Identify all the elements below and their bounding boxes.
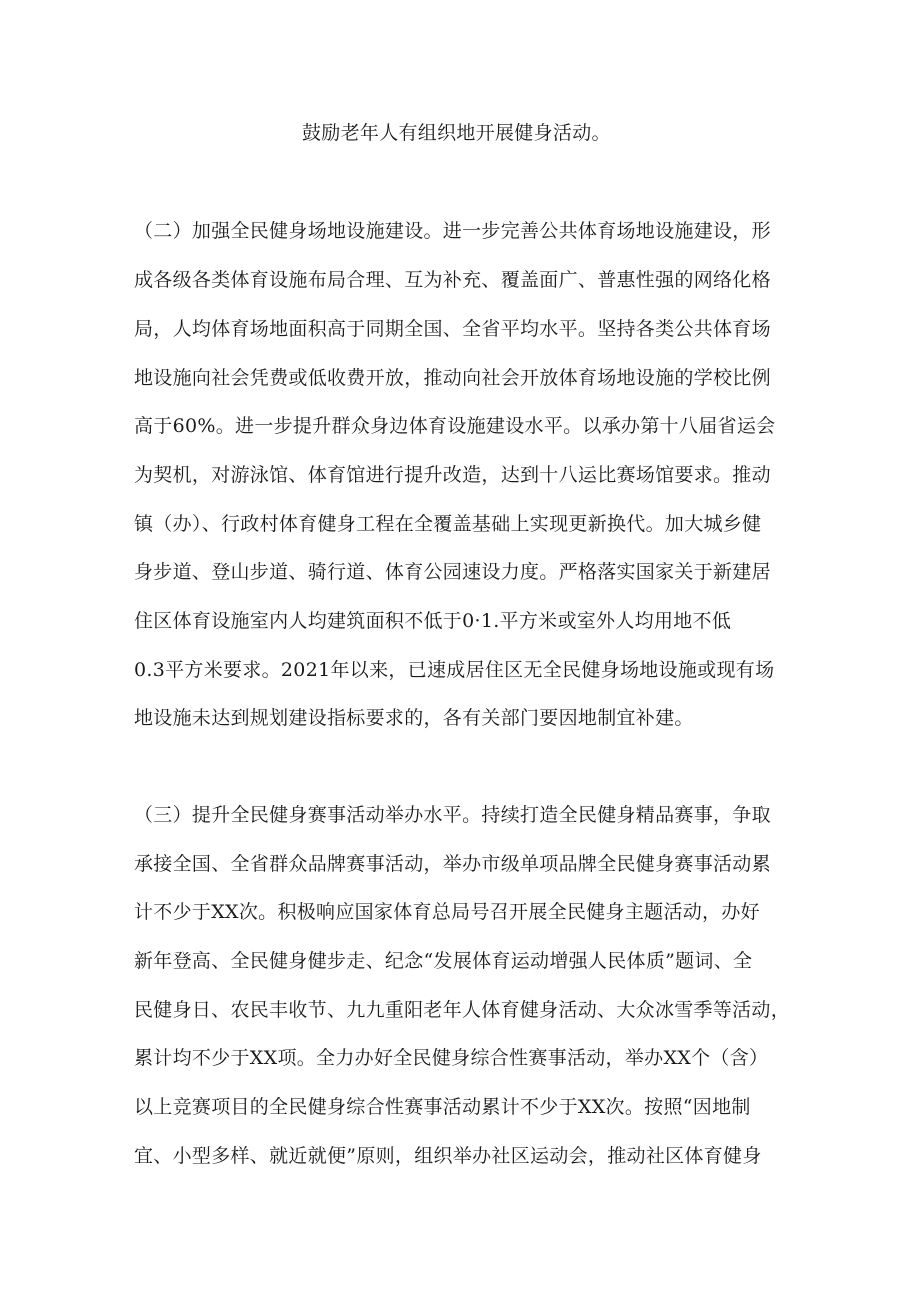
- text-line: 承接全国、全省群众品牌赛事活动，举办市级单项品牌全民健身赛事活动累: [134, 853, 771, 875]
- paragraph-2-line-3: [0, 309, 920, 349]
- text-line: 地设施向社会凭费或低收费开放，推动向社会开放体育场地设施的学校比例: [134, 367, 771, 389]
- paragraph-2-line-1: [0, 211, 920, 251]
- paragraph-2-line-10: [0, 650, 920, 690]
- paragraph-3-line-4: [0, 941, 920, 981]
- paragraph-2-line-4: [0, 358, 920, 398]
- text-line: 0.3平方米要求。2021年以来，已速成居住区无全民健身场地设施或现有场: [134, 659, 775, 681]
- text-line: 计不少于XX次。积极响应国家体育总局号召开展全民健身主题活动，办好: [134, 901, 760, 923]
- paragraph-2-line-8: [0, 552, 920, 592]
- text-line: 累计均不少于XX项。全力办好全民健身综合性赛事活动，举办XX个（含）: [134, 1047, 769, 1069]
- text-line: 新年登高、全民健身健步走、纪念“发展体育运动增强人民体质”题词、全: [134, 950, 753, 972]
- text-line: 鼓励老年人有组织地开展健身活动。: [302, 122, 611, 144]
- paragraph-2-line-11: [0, 698, 920, 738]
- paragraph-2-line-7: [0, 504, 920, 544]
- text-line: 地设施未达到规划建设指标要求的，各有关部门要因地制宜补建。: [134, 707, 694, 729]
- text-line: （三）提升全民健身赛事活动举办水平。持续打造全民健身精品赛事，争取: [134, 804, 771, 826]
- text-line: 身步道、登山步道、骑行道、体育公园速设力度。严格落实国家关于新建居: [134, 561, 771, 583]
- paragraph-2-line-6: [0, 455, 920, 495]
- paragraph-3-line-8: [0, 1136, 920, 1176]
- text-line: 高于60%。进一步提升群众身边体育设施建设水平。以承办第十八届省运会: [134, 415, 776, 437]
- text-line: 住区体育设施室内人均建筑面积不低于0·1.平方米或室外人均用地不低: [134, 610, 732, 632]
- text-line: 宜、小型多样、就近就便”原则，组织举办社区运动会，推动社区体育健身: [134, 1145, 762, 1167]
- text-line: 以上竞赛项目的全民健身综合性赛事活动累计不少于XX次。按照“因地制: [134, 1096, 751, 1118]
- text-line: 成各级各类体育设施布局合理、互为补充、覆盖面广、普惠性强的网络化格: [134, 269, 771, 291]
- text-line: 镇（办）、行政村体育健身工程在全覆盖基础上实现更新换代。加大城乡健: [134, 513, 762, 535]
- text-line: 局，人均体育场地面积高于同期全国、全省平均水平。坚持各类公共体育场: [134, 318, 771, 340]
- text-line: 民健身日、农民丰收节、九九重阳老年人体育健身活动、大众冰雪季等活动，: [134, 999, 791, 1021]
- paragraph-1-line-1: [0, 113, 920, 153]
- paragraph-2-line-9: [0, 601, 920, 641]
- text-line: （二）加强全民健身场地设施建设。进一步完善公共体育场地设施建设，形: [134, 220, 771, 242]
- paragraph-2-line-5: [0, 406, 920, 446]
- paragraph-3-line-1: [0, 795, 920, 835]
- text-line: 为契机，对游泳馆、体育馆进行提升改造，达到十八运比赛场馆要求。推动: [134, 464, 771, 486]
- paragraph-3-line-7: [0, 1087, 920, 1127]
- paragraph-3-line-6: [0, 1038, 920, 1078]
- paragraph-3-line-5: [0, 990, 920, 1030]
- paragraph-2-line-2: [0, 260, 920, 300]
- paragraph-3-line-3: [0, 892, 920, 932]
- paragraph-3-line-2: [0, 844, 920, 884]
